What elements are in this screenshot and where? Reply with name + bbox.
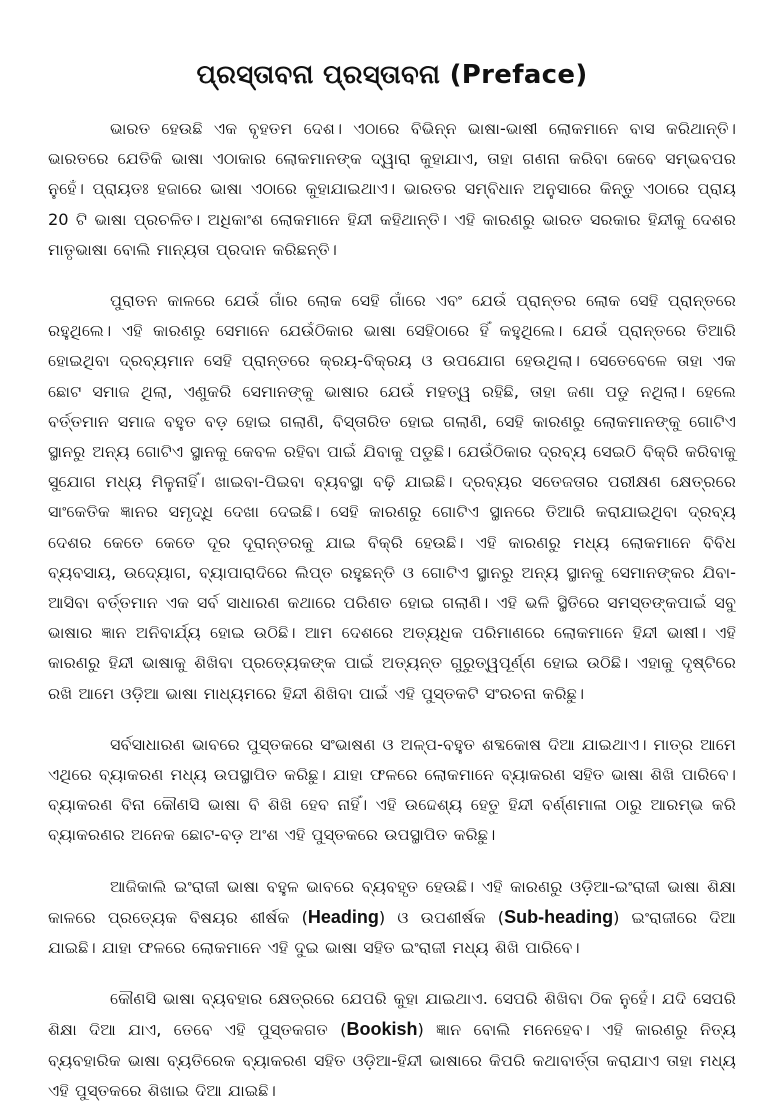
paragraph-usage	[48, 984, 736, 1106]
paragraph-usage-text-1: କୌଣସି ଭାଷା ବ୍ୟବହାର କ୍ଷେତ୍ରରେ ଯେପରି କୁହା ଯାଇଥାଏ. ସେପରି ଶିଖିବା ଠିକ ନୁହେଁ। ଯଦି ସେପରି ଶିକ୍ଷା ଦିଆ ଯାଏ, ତେବେ ଏହି ପୁସ୍ତକଗତ (	[48, 989, 736, 1040]
paragraph-english	[48, 872, 736, 964]
paragraph-history: ପୁରାତନ କାଳରେ ଯେଉଁ ଗାଁର ଲୋକ ସେହି ଗାଁରେ ଏବଂ ଯେଉଁ ପ୍ରାନ୍ତର ଲୋକ ସେହି ପ୍ରାନ୍ତରେ ରହୁଥିଲେ। ଏହି କାରଣରୁ ସେମାନେ ଯେଉଁଠିକାର ଭାଷା ସେହିଠାରେ ହିଁ କହୁଥିଲେ। ଯେଉଁ ପ୍ରାନ୍ତରେ ତିଆରି ହୋଇଥିବା ଦ୍ରବ୍ୟମାନ ସେହି ପ୍ରାନ୍ତରେ କ୍ରୟ-ବିକ୍ରୟ ଓ ଉପଯୋଗ ହେଉଥିଲା। ସେତେବେଳେ ତାହା ଏକ ଛୋଟ ସମାଜ ଥିଲା, ଏଣୁକରି ସେମାନଙ୍କୁ ଭାଷାର ଯେଉଁ ମହତ୍ୱ ରହିଛି, ତାହା ଜଣା ପଡୁ ନଥିଲା। ହେଲେ ବର୍ତ୍ତମାନ ସମାଜ ବହୁତ ବଡ଼ ହୋଇ ଗଲାଣି, ବିସ୍ତାରିତ ହୋଇ ଗଲାଣି, ସେହି କାରଣରୁ ଲୋକମାନଙ୍କୁ ଗୋଟିଏ ସ୍ଥାନରୁ ଅନ୍ୟ ଗୋଟିଏ ସ୍ଥାନକୁ କେବଳ ରହିବା ପାଇଁ ଯିବାକୁ ପଡୁଛି। ଯେଉଁଠିକାର ଦ୍ରବ୍ୟ ସେଇଠି ବିକ୍ରି କରିବାକୁ ସୁଯୋଗ ମଧ୍ୟ ମିଳୁନାହିଁ। ଖାଇବା-ପିଇବା ବ୍ୟବସ୍ଥା ବଢ଼ି ଯାଇଛି। ଦ୍ରବ୍ୟର ସତେଜତାର ପରୀକ୍ଷଣ କ୍ଷେତ୍ରରେ ସାଂକେତିକ ଜ୍ଞାନର ସମୃଦ୍ଧି ଦେଖା ଦେଇଛି। ସେହି କାରଣରୁ ଗୋଟିଏ ସ୍ଥାନରେ ତିଆରି କରାଯାଇଥିବା ଦ୍ରବ୍ୟ ଦେଶର କେତେ କେତେ ଦୂର ଦୂରାନ୍ତରକୁ ଯାଇ ବିକ୍ରି ହେଉଛି। ଏହି କାରଣରୁ ମଧ୍ୟ ଲୋକମାନେ ବିବିଧ ବ୍ୟବସାୟ, ଉଦ୍ୟୋଗ, ବ୍ୟାପାରାଦିରେ ଲିପ୍ତ ରହୁଛନ୍ତି ଓ ଗୋଟିଏ ସ୍ଥାନରୁ ଅନ୍ୟ ସ୍ଥାନକୁ ସେମାନଙ୍କର ଯିବା-ଆସିବା ବର୍ତ୍ତମାନ ଏକ ସର୍ବ ସାଧାରଣ କଥାରେ ପରିଣତ ହୋଇ ଗଲାଣି। ଏହି ଭଳି ସ୍ଥିତିରେ ସମସ୍ତଙ୍କପାଇଁ ସବୁ ଭାଷାର ଜ୍ଞାନ ଅନିବାର୍ଯ୍ୟ ହୋଇ ଉଠିଛି। ଆମ ଦେଶରେ ଅତ୍ୟଧିକ ପରିମାଣରେ ଲୋକମାନେ ହିନ୍ଦୀ ଭାଷୀ। ଏହି କାରଣରୁ ହିନ୍ଦୀ ଭାଷାକୁ ଶିଖିବା ପ୍ରତ୍ୟେକଙ୍କ ପାଇଁ ଅତ୍ୟନ୍ତ ଗୁରୁତ୍ୱପୂର୍ଣ୍ଣ ହୋଇ ଉଠିଛି। ଏହାକୁ ଦୃଷ୍ଟିରେ ରଖି ଆମେ ଓଡ଼ିଆ ଭାଷା ମାଧ୍ୟମରେ ହିନ୍ଦୀ ଶିଖିବା ପାଇଁ ଏହି ପୁସ୍ତକଟି ସଂରଚନା କରିଛୁ।	[48, 291, 736, 703]
paragraph-intro: ଭାରତ ହେଉଛି ଏକ ବୃହତମ ଦେଶ। ଏଠାରେ ବିଭିନ୍ନ ଭାଷା-ଭାଷୀ ଲୋକମାନେ ବାସ କରିଥାନ୍ତି। ଭାରତରେ ଯେତିକି ଭାଷା ଏଠାକାର ଲୋକମାନଙ୍କ ଦ୍ୱାରା କୁହାଯାଏ, ତାହା ଗଣନା କରିବା କେବେ ସମ୍ଭବପର ନୁହେଁ। ପ୍ରାୟତଃ ହଜାରେ ଭାଷା ଏଠାରେ କୁହାଯାଇଥାଏ। ଭାରତର ସମ୍ବିଧାନ ଅନୁସାରେ କିନ୍ତୁ ଏଠାରେ ପ୍ରାୟ 20 ଟି ଭାଷା ପ୍ରଚଳିତ। ଅଧିକାଂଶ ଲୋକମାନେ ହିନ୍ଦୀ କହିଥାନ୍ତି। ଏହି କାରଣରୁ ଭାରତ ସରକାର ହିନ୍ଦୀକୁ ଦେଶର ମାତୃଭାଷା ବୋଲି ମାନ୍ୟତା ପ୍ରଦାନ କରିଛନ୍ତି।	[48, 119, 736, 259]
paragraph-english-text-1: ଆଜିକାଲି ଇଂରାଜୀ ଭାଷା ବହୁଳ ଭାବରେ ବ୍ୟବହୃତ ହେଉଛି। ଏହି କାରଣରୁ ଓଡ଼ିଆ-ଇଂରାଜୀ ଭାଷା ଶିକ୍ଷା କାଳରେ ପ୍ରତ୍ୟେକ ବିଷୟର ଶୀର୍ଷକ (	[48, 876, 736, 927]
paragraph-english-text-2: ) ଓ ଉପଶୀର୍ଷକ (	[378, 907, 505, 927]
paragraph-english-text-3: ) ଇଂରାଜୀରେ ଦିଆ ଯାଇଛି। ଯାହା ଫଳରେ ଲୋକମାନେ ଏହି ଦୁଇ ଭାଷା ସହିତ ଇଂରାଜୀ ମଧ୍ୟ ଶିଖି ପାରିବେ।	[48, 907, 736, 958]
bookish-term: Bookish	[346, 1019, 418, 1040]
heading-term: Heading	[307, 906, 379, 927]
page-title: ପ୍ରସ୍ତାବନା ପ୍ରସ୍ତାବନା (Preface)	[196, 60, 588, 90]
paragraph-usage-text-2: ) ଜ୍ଞାନ ବୋଲି ମନେହେବ। ଏହି କାରଣରୁ ନିତ୍ୟ ବ୍ୟବହାରିକ ଭାଷା ବ୍ୟତିରେକ ବ୍ୟାକରଣ ସହିତ ଓଡ଼ିଆ-ହିନ୍ଦୀ ଭାଷାରେ କିପରି କଥାବାର୍ତ୍ତା କରାଯାଏ ତାହା ମଧ୍ୟ ଏହି ପୁସ୍ତକରେ ଶିଖାଇ ଦିଆ ଯାଇଛି।	[48, 1020, 736, 1100]
paragraph-grammar: ସର୍ବସାଧାରଣ ଭାବରେ ପୁସ୍ତକରେ ସଂଭାଷଣ ଓ ଅଳ୍ପ-ବହୁତ ଶବ୍ଦକୋଷ ଦିଆ ଯାଇଥାଏ। ମାତ୍ର ଆମେ ଏଥିରେ ବ୍ୟାକରଣ ମଧ୍ୟ ଉପସ୍ଥାପିତ କରିଛୁ। ଯାହା ଫଳରେ ଲୋକମାନେ ବ୍ୟାକରଣ ସହିତ ଭାଷା ଶିଖି ପାରିବେ। ବ୍ୟାକରଣ ବିନା କୌଣସି ଭାଷା ବି ଶିଖି ହେବ ନାହିଁ। ଏହି ଉଦ୍ଦେଶ୍ୟ ହେତୁ ହିନ୍ଦୀ ବର୍ଣ୍ଣମାଳା ଠାରୁ ଆରମ୍ଭ କରି ବ୍ୟାକରଣର ଅନେକ ଛୋଟ-ବଡ଼ ଅଂଶ ଏହି ପୁସ୍ତକରେ ଉପସ୍ଥାପିତ କରିଛୁ।	[48, 734, 736, 845]
subheading-term: Sub-heading	[504, 906, 614, 927]
